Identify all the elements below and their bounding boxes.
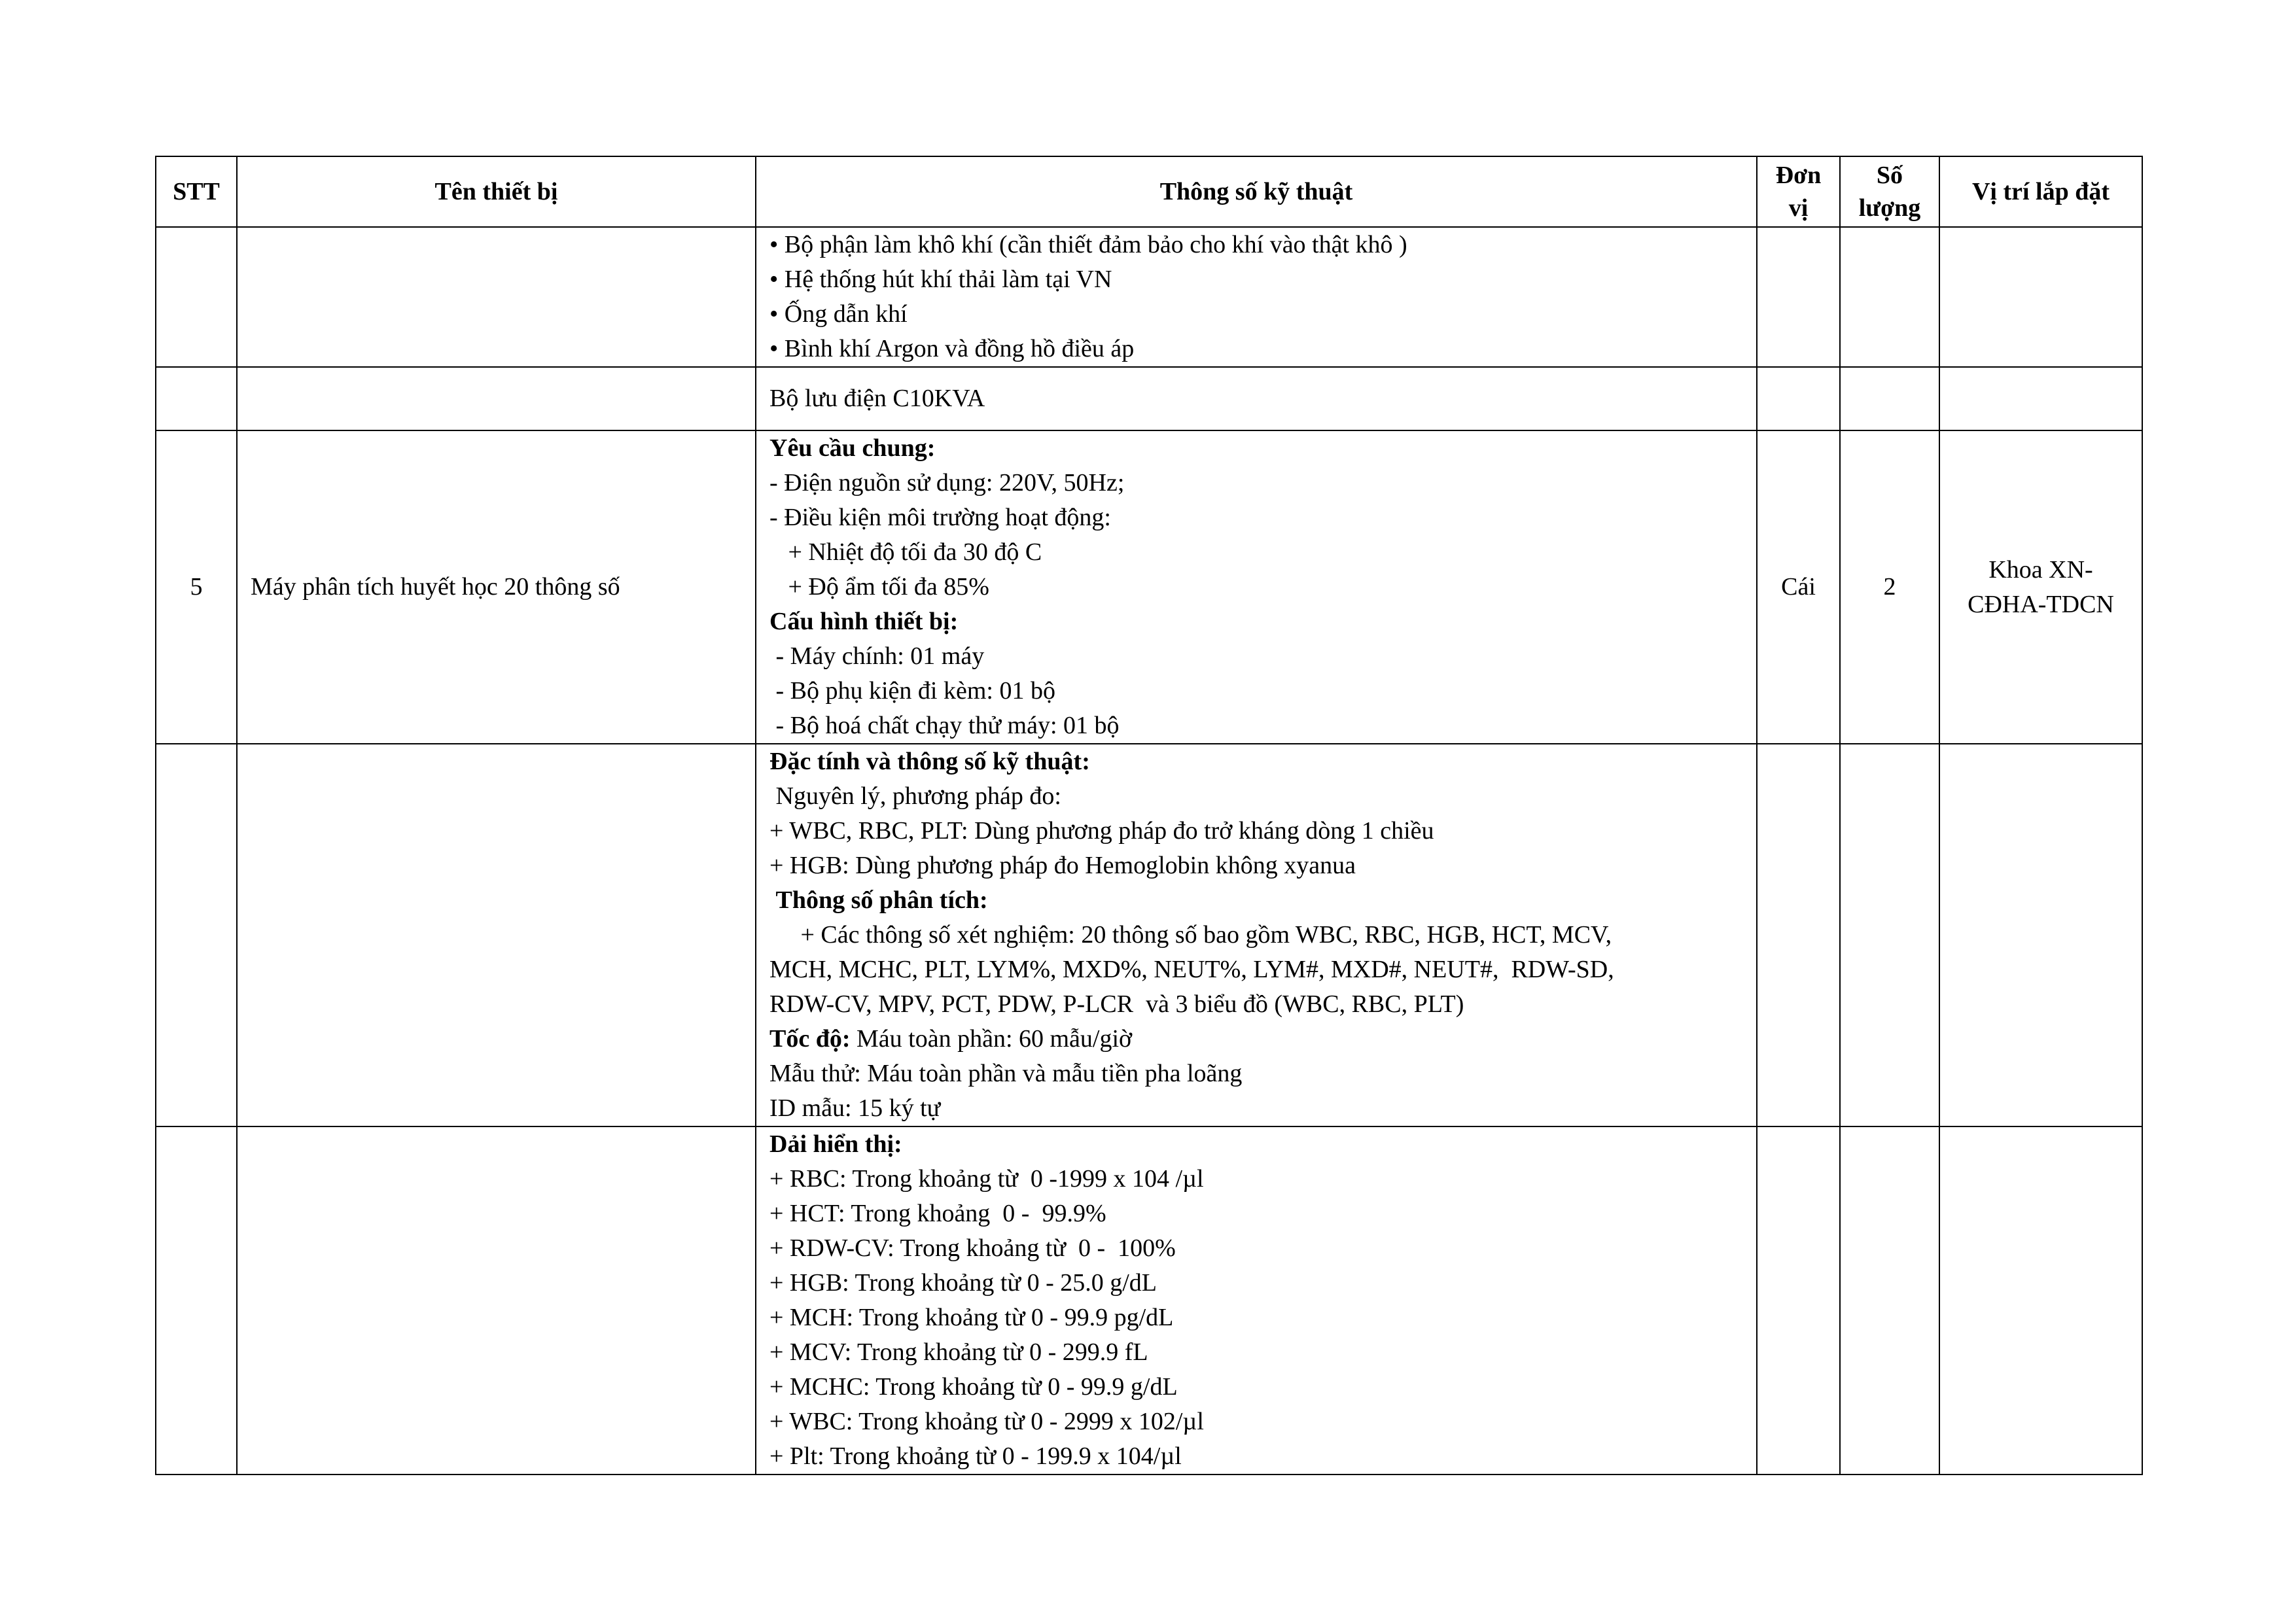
cell-qty xyxy=(1840,367,1939,430)
table-header xyxy=(156,156,2142,227)
spec-line: + RBC: Trong khoảng từ 0 -1999 x 104 /µl xyxy=(769,1165,1204,1193)
table-row xyxy=(156,367,2142,430)
cell-location xyxy=(1939,367,2142,430)
speed-value: Máu toàn phần: 60 mẫu/giờ xyxy=(850,1025,1133,1053)
header-unit-line2: vị xyxy=(1788,194,1809,222)
table-row xyxy=(156,430,2142,744)
cell-stt: 5 xyxy=(156,430,237,744)
spec-line: • Bình khí Argon và đồng hồ điều áp xyxy=(769,335,1135,362)
cell-stt xyxy=(156,367,237,430)
spec-line: + Độ ẩm tối đa 85% xyxy=(769,573,989,601)
cell-name xyxy=(237,367,756,430)
cell-name xyxy=(237,1126,756,1475)
speed-label: Tốc độ: xyxy=(769,1025,851,1053)
cell-stt xyxy=(156,1126,237,1475)
spec-line: + RDW-CV: Trong khoảng từ 0 - 100% xyxy=(769,1234,1176,1262)
cell-location xyxy=(1939,430,2142,744)
cell-qty xyxy=(1840,227,1939,367)
header-spec: Thông số kỹ thuật xyxy=(756,156,1757,227)
cell-unit xyxy=(1757,1126,1840,1475)
spec-line: Nguyên lý, phương pháp đo: xyxy=(769,782,1061,810)
header-unit-line1: Đơn xyxy=(1775,162,1822,189)
spec-line: • Bộ phận làm khô khí (cần thiết đảm bảo cho khí vào thật khô ) xyxy=(769,231,1407,258)
spec-line: Mẫu thử: Máu toàn phần và mẫu tiền pha loãng xyxy=(769,1060,1243,1087)
cell-spec xyxy=(756,367,1757,430)
spec-line: - Điện nguồn sử dụng: 220V, 50Hz; xyxy=(769,469,1125,497)
table-row xyxy=(156,227,2142,367)
spec-line: + HCT: Trong khoảng 0 - 99.9% xyxy=(769,1200,1106,1227)
spec-line: ID mẫu: 15 ký tự xyxy=(769,1094,941,1122)
spec-heading: Thông số phân tích: xyxy=(769,886,988,914)
cell-spec xyxy=(756,227,1757,367)
cell-qty xyxy=(1840,1126,1939,1475)
spec-speed-line xyxy=(769,1022,1743,1056)
spec-line: + MCV: Trong khoảng từ 0 - 299.9 fL xyxy=(769,1338,1148,1366)
header-stt: STT xyxy=(156,156,237,227)
cell-unit: Cái xyxy=(1757,430,1840,744)
header-name: Tên thiết bị xyxy=(237,156,756,227)
cell-location xyxy=(1939,1126,2142,1475)
spec-heading: Đặc tính và thông số kỹ thuật: xyxy=(769,748,1090,775)
location-line1: Khoa XN- xyxy=(1988,555,2093,584)
cell-name xyxy=(237,744,756,1126)
cell-location xyxy=(1939,744,2142,1126)
spec-line: + Plt: Trong khoảng từ 0 - 199.9 x 104/µl xyxy=(769,1442,1182,1470)
spec-line: + Các thông số xét nghiệm: 20 thông số bao gồm WBC, RBC, HGB, HCT, MCV, xyxy=(769,921,1612,949)
spec-line: - Điều kiện môi trường hoạt động: xyxy=(769,504,1111,531)
spec-heading: Cấu hình thiết bị: xyxy=(769,608,959,635)
spec-line: + HGB: Dùng phương pháp đo Hemoglobin không xyanua xyxy=(769,852,1356,879)
spec-line: • Hệ thống hút khí thải làm tại VN xyxy=(769,266,1112,293)
cell-unit xyxy=(1757,227,1840,367)
spec-line: RDW-CV, MPV, PCT, PDW, P-LCR và 3 biểu đồ (WBC, RBC, PLT) xyxy=(769,990,1464,1018)
cell-spec xyxy=(756,430,1757,744)
header-unit xyxy=(1757,156,1840,227)
cell-unit xyxy=(1757,744,1840,1126)
spec-line: Bộ lưu điện C10KVA xyxy=(769,385,985,412)
spec-line: • Ống dẫn khí xyxy=(769,300,908,328)
table-row xyxy=(156,1126,2142,1475)
cell-location xyxy=(1939,227,2142,367)
header-qty xyxy=(1840,156,1939,227)
spec-line: + MCHC: Trong khoảng từ 0 - 99.9 g/dL xyxy=(769,1373,1178,1401)
cell-qty xyxy=(1840,744,1939,1126)
table-row xyxy=(156,744,2142,1126)
cell-unit xyxy=(1757,367,1840,430)
spec-heading: Dải hiển thị: xyxy=(769,1130,902,1158)
cell-stt xyxy=(156,744,237,1126)
spec-line: MCH, MCHC, PLT, LYM%, MXD%, NEUT%, LYM#, MXD#, NEUT#, RDW-SD, xyxy=(769,956,1614,983)
cell-spec xyxy=(756,1126,1757,1475)
spec-line: - Bộ hoá chất chạy thử máy: 01 bộ xyxy=(769,712,1120,739)
spec-heading: Yêu cầu chung: xyxy=(769,434,936,462)
header-location: Vị trí lắp đặt xyxy=(1939,156,2142,227)
cell-name xyxy=(237,227,756,367)
spec-line: - Bộ phụ kiện đi kèm: 01 bộ xyxy=(769,677,1055,705)
cell-name: Máy phân tích huyết học 20 thông số xyxy=(237,430,756,744)
spec-line: - Máy chính: 01 máy xyxy=(769,642,985,670)
spec-line: + WBC: Trong khoảng từ 0 - 2999 x 102/µl xyxy=(769,1408,1204,1435)
location-line2: CĐHA-TDCN xyxy=(1968,590,2114,618)
equipment-spec-table xyxy=(155,156,2143,1475)
spec-line: + Nhiệt độ tối đa 30 độ C xyxy=(769,538,1042,566)
header-qty-line1: Số xyxy=(1876,162,1903,189)
cell-stt xyxy=(156,227,237,367)
header-qty-line2: lượng xyxy=(1858,194,1921,222)
spec-line: + MCH: Trong khoảng từ 0 - 99.9 pg/dL xyxy=(769,1304,1174,1331)
spec-line: + HGB: Trong khoảng từ 0 - 25.0 g/dL xyxy=(769,1269,1157,1297)
cell-spec xyxy=(756,744,1757,1126)
cell-qty: 2 xyxy=(1840,430,1939,744)
spec-line: + WBC, RBC, PLT: Dùng phương pháp đo trở kháng dòng 1 chiều xyxy=(769,817,1434,845)
